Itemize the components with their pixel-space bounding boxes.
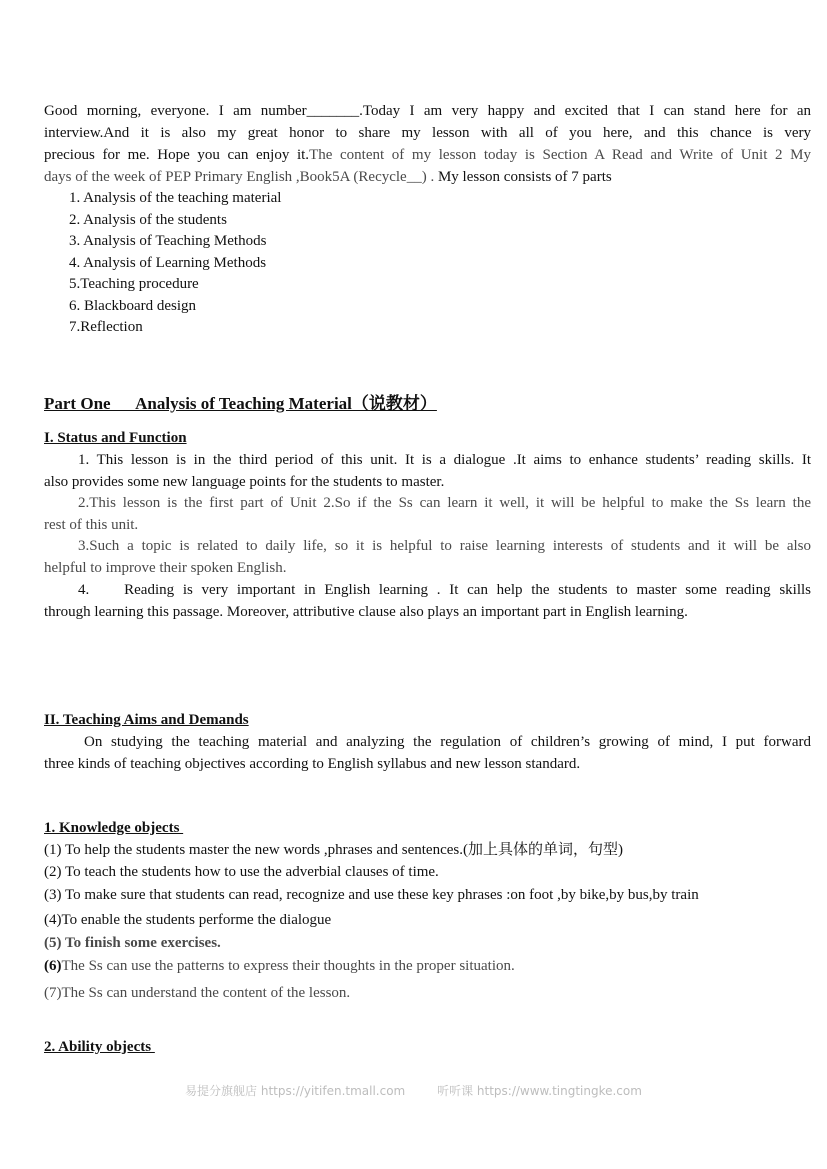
status-p2-line-2: rest of this unit.	[44, 517, 139, 533]
outline-item: 1. Analysis of the teaching material	[69, 190, 282, 206]
status-p1-line-1: 1. This lesson is in the third period of this unit. It is a dialogue .It aims to enhance students’ reading skills. It	[78, 452, 811, 468]
outline-item: 4. Analysis of Learning Methods	[69, 254, 267, 271]
status-p3-line-1: 3.Such a topic is related to daily life, so it is helpful to raise learning interests of students and it will be also	[78, 538, 811, 554]
intro-line-4a: days of the week of PEP Primary English ,Book5A (Recycle__) .	[44, 169, 435, 185]
footer-watermark	[0, 1082, 827, 1099]
intro-line-4b: My lesson consists of 7 parts	[434, 169, 612, 185]
aims-line-2: three kinds of teaching objectives according to English syllabus and new lesson standard.	[44, 756, 581, 772]
status-p4-line-1: 4. Reading is very important in English learning . It can help the students to master some reading skills	[78, 582, 811, 598]
status-p3-line-2: helpful to improve their spoken English.	[44, 560, 287, 576]
footer-left-link[interactable]: 易提分旗舰店 https://yitifen.tmall.com	[185, 1084, 406, 1098]
intro-line-3b: The content of my lesson today is Section A Read and Write of Unit 2 My	[309, 147, 811, 163]
outline-item: 3. Analysis of Teaching Methods	[69, 233, 267, 249]
outline-item: 7.Reflection	[69, 319, 143, 335]
footer-right-link[interactable]: 听听课 https://www.tingtingke.com	[437, 1084, 642, 1098]
status-p2-line-1: 2.This lesson is the first part of Unit 2.So if the Ss can learn it well, it will be helpful to make the Ss learn the	[78, 495, 811, 511]
knowledge-item-7: (7)The Ss can understand the content of the lesson.	[44, 985, 351, 1001]
intro-line-3	[44, 145, 811, 165]
status-function-heading: I. Status and Function	[44, 430, 187, 446]
aims-heading: II. Teaching Aims and Demands	[44, 712, 249, 728]
knowledge-item-5: (5) To finish some exercises.	[44, 935, 221, 951]
outline-item: 6. Blackboard design	[69, 297, 197, 314]
status-p4-line-2: through learning this passage. Moreover, attributive clause also plays an important part in English learning.	[44, 604, 688, 620]
intro-line-2: interview.And it is also my great honor to share my lesson with all of you here, and this chance is very	[44, 125, 811, 141]
knowledge-item-6-num: (6)	[44, 958, 62, 974]
knowledge-item-3: (3) To make sure that students can read, recognize and use these key phrases :on foot ,by bike,by bus,by train	[44, 887, 699, 903]
knowledge-item-1: (1) To help the students master the new words ,phrases and sentences.(加上具体的单词，句型)	[44, 842, 623, 858]
outline-list	[69, 188, 281, 339]
part-one-title: Part One Analysis of Teaching Material（说教材）	[44, 394, 437, 413]
knowledge-item-6	[44, 956, 811, 976]
knowledge-heading: 1. Knowledge objects	[44, 820, 184, 836]
status-p1-line-2: also provides some new language points for the students to master.	[44, 474, 445, 490]
knowledge-item-4: (4)To enable the students performe the dialogue	[44, 912, 332, 928]
knowledge-item-6-text: The Ss can use the patterns to express their thoughts in the proper situation.	[61, 958, 515, 974]
ability-heading: 2. Ability objects	[44, 1039, 155, 1055]
outline-item: 2. Analysis of the students	[69, 211, 227, 228]
intro-line-3a: precious for me. Hope you can enjoy it.	[44, 147, 310, 163]
aims-line-1: On studying the teaching material and analyzing the regulation of children’s growing of mind, I put forward	[84, 734, 811, 750]
intro-line-1: Good morning, everyone. I am number_______.Today I am very happy and excited that I can stand here for an	[44, 103, 811, 119]
intro-line-4	[44, 167, 811, 187]
knowledge-item-2: (2) To teach the students how to use the adverbial clauses of time.	[44, 864, 439, 880]
outline-item: 5.Teaching procedure	[69, 276, 199, 292]
